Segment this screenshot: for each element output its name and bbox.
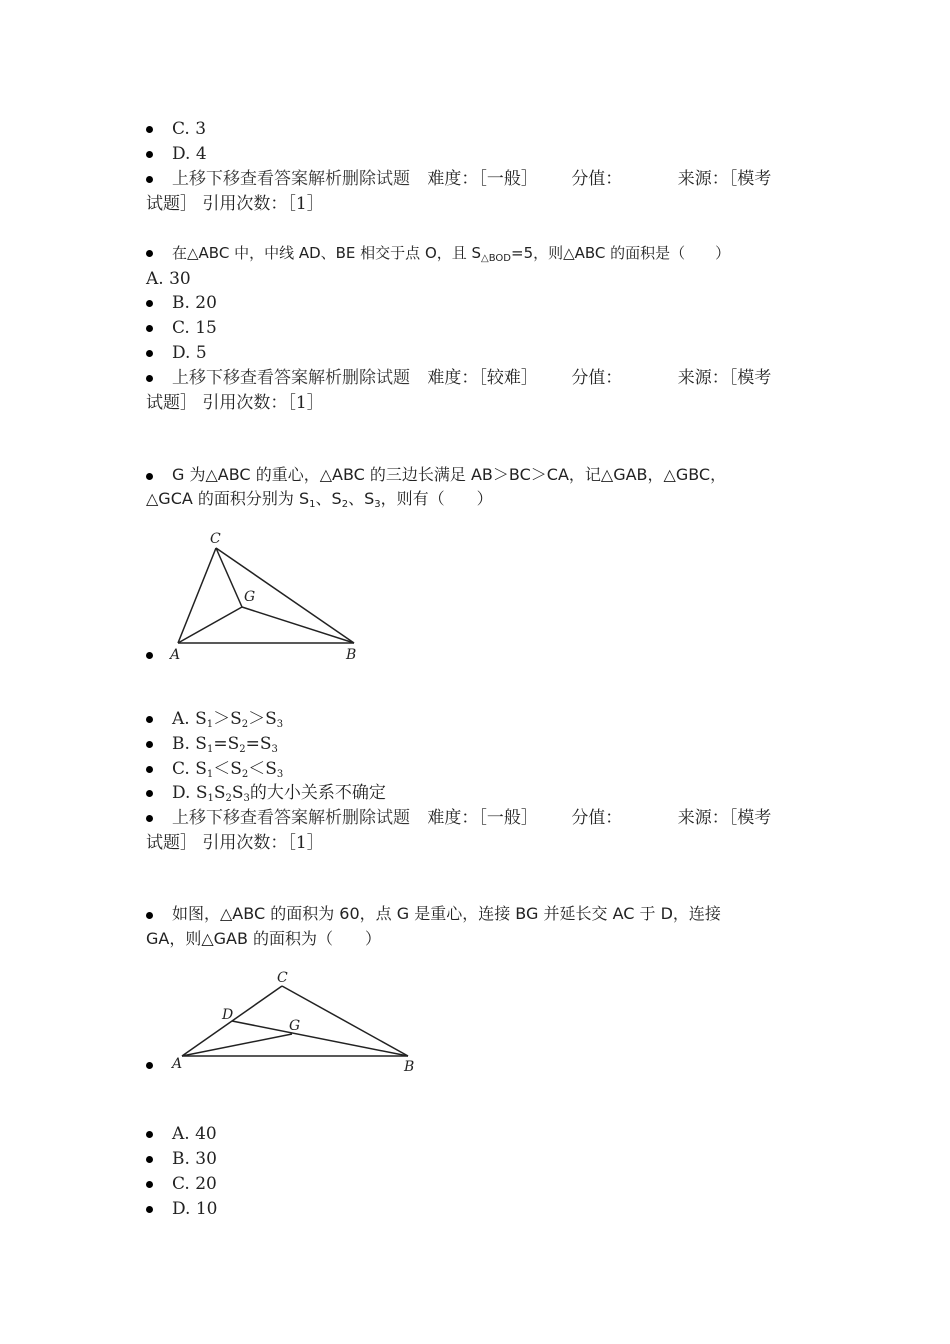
bullet: [146, 652, 153, 659]
option-c[interactable]: C. 15: [172, 318, 217, 338]
question-stem-continued: GA，则△GAB 的面积为（ ）: [146, 929, 382, 948]
option-c[interactable]: C. 3: [172, 119, 207, 139]
option-b[interactable]: B. 20: [172, 293, 217, 313]
score: 分值：: [571, 808, 623, 828]
source-continued: 试题］: [146, 194, 197, 214]
bullet: [146, 151, 153, 158]
bullet: [146, 1206, 153, 1213]
source-continued: 试题］: [146, 833, 197, 853]
question-stem: 在△ABC 中，中线 AD、BE 相交于点 O，且 $S_{\triangle BOD}=5$，则△ABC 的面积是（ ）: [172, 244, 731, 264]
difficulty: 难度：［一般］: [427, 169, 538, 189]
bullet: [146, 250, 153, 257]
question-meta: [146, 392, 324, 414]
bullet: [146, 790, 153, 797]
label-b: B: [346, 647, 357, 663]
bullet: [146, 176, 153, 183]
option-d[interactable]: D. $S_1S_2S_3$的大小关系不确定: [172, 783, 386, 804]
option-d[interactable]: D. 5: [172, 343, 207, 363]
segment-bd: [232, 1021, 408, 1056]
question-stem-continued: △GCA 的面积分别为 $S_1$、$S_2$、$S_3$，则有（ ）: [146, 489, 493, 510]
difficulty: 难度：［较难］: [427, 368, 538, 388]
bullet: [146, 912, 153, 919]
bullet: [146, 1181, 153, 1188]
label-c: C: [277, 970, 288, 986]
bullet: [146, 766, 153, 773]
question-stem: G 为△ABC 的重心，△ABC 的三边长满足 AB＞BC＞CA，记△GAB，△GBC，: [172, 465, 727, 484]
bullet: [146, 1131, 153, 1138]
score: 分值：: [571, 368, 623, 388]
toolbar-actions[interactable]: 上移下移查看答案解析删除试题: [172, 368, 410, 388]
bullet: [146, 815, 153, 822]
edge-ac: [178, 548, 216, 643]
bullet: [146, 1156, 153, 1163]
option-c[interactable]: C. 20: [172, 1174, 217, 1194]
option-b[interactable]: B. $S_1=S_2=S_3$: [172, 734, 278, 755]
question-stem: 如图，△ABC 的面积为 60，点 G 是重心，连接 BG 并延长交 AC 于 D，连接: [172, 904, 721, 923]
source: 来源：［模考: [677, 169, 772, 189]
label-g: G: [289, 1018, 301, 1034]
label-a: A: [170, 647, 181, 663]
score: 分值：: [571, 169, 623, 189]
bullet: [146, 1062, 153, 1069]
option-d[interactable]: D. 4: [172, 144, 207, 164]
label-a: A: [172, 1056, 183, 1072]
source: 来源：［模考: [677, 808, 772, 828]
option-a[interactable]: A. 40: [172, 1124, 217, 1144]
citation-count: 引用次数：［1］: [202, 393, 324, 413]
bullet: [146, 375, 153, 382]
label-d: D: [222, 1007, 234, 1023]
question-toolbar: [172, 367, 771, 389]
question-toolbar: [172, 168, 771, 190]
bullet: [146, 741, 153, 748]
toolbar-actions[interactable]: 上移下移查看答案解析删除试题: [172, 169, 410, 189]
citation-count: 引用次数：［1］: [202, 194, 324, 214]
option-a[interactable]: A. $S_1>S_2>S_3$: [172, 709, 284, 730]
label-b: B: [404, 1059, 415, 1075]
bullet: [146, 325, 153, 332]
label-c: C: [210, 531, 221, 547]
bullet: [146, 300, 153, 307]
bullet: [146, 473, 153, 480]
triangle-figure: [160, 962, 425, 1077]
option-c[interactable]: C. $S_1<S_2<S_3$: [172, 759, 284, 780]
edge-bc: [282, 986, 408, 1056]
segment-gb: [242, 607, 354, 643]
citation-count: 引用次数：［1］: [202, 833, 324, 853]
question-meta: [146, 832, 324, 854]
question-meta: [146, 193, 324, 215]
label-g: G: [244, 589, 256, 605]
bullet: [146, 716, 153, 723]
option-b[interactable]: B. 30: [172, 1149, 217, 1169]
source: 来源：［模考: [677, 368, 772, 388]
question-toolbar: [172, 807, 771, 829]
option-d[interactable]: D. 10: [172, 1199, 218, 1219]
bullet: [146, 350, 153, 357]
toolbar-actions[interactable]: 上移下移查看答案解析删除试题: [172, 808, 410, 828]
source-continued: 试题］: [146, 393, 197, 413]
triangle-figure: [160, 525, 370, 665]
option-a[interactable]: A. 30: [146, 269, 191, 289]
bullet: [146, 126, 153, 133]
difficulty: 难度：［一般］: [427, 808, 538, 828]
segment-ga: [178, 607, 242, 643]
